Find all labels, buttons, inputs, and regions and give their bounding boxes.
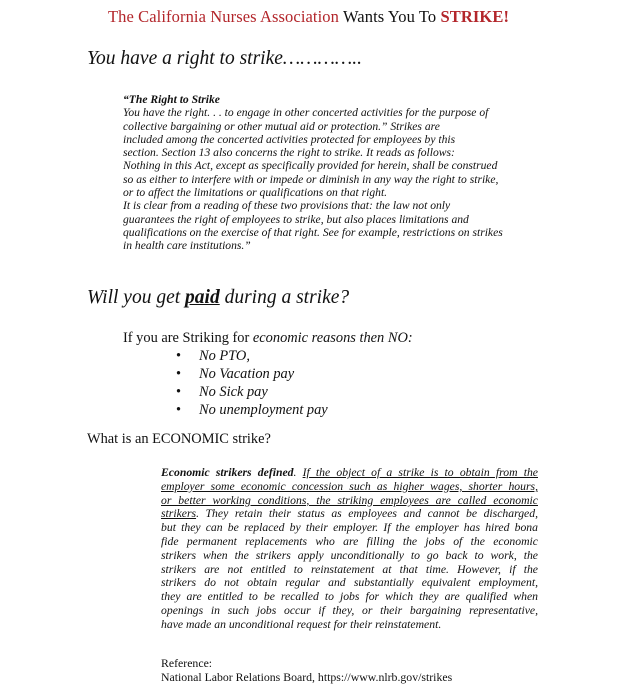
definition-line: but they can be replaced by their employer. If the employer has hired bona <box>161 521 538 535</box>
definition-line: strikers when the strikers apply unconditionally to go back to work, the <box>161 548 538 562</box>
definition-line: have made an unconditional request for their reinstatement. <box>161 617 442 631</box>
header-strike: STRIKE! <box>440 7 510 26</box>
reference-block <box>161 656 452 685</box>
bullet-icon: • <box>176 402 182 418</box>
paid-heading-after: during a strike? <box>224 287 350 308</box>
quote-line: It is clear from a reading of these two provisions that: the law not only <box>123 199 451 213</box>
bullet-icon: • <box>176 348 182 364</box>
paid-heading <box>87 287 349 309</box>
economic-reasons-plain: If you are Striking for <box>123 330 250 346</box>
definition-line: Economic strikers defined. If the object of a strike is to obtain from the <box>161 466 538 479</box>
list-item <box>176 383 328 401</box>
paid-heading-before: Will you get <box>87 287 181 308</box>
list-item-text: No unemployment pay <box>199 402 328 418</box>
right-to-strike-quote <box>123 93 543 253</box>
list-item <box>176 365 328 383</box>
right-to-strike-heading: You have a right to strike………….. <box>87 48 363 69</box>
list-item <box>176 401 328 419</box>
quote-line: qualifications on the exercise of that right. See for example, restrictions on strikes <box>123 225 503 239</box>
definition-underlined: If the object of a strike is to obtain from the <box>302 466 538 479</box>
definition-line: strikers are not entitled to reinstatement at that time. However, if the <box>161 562 538 576</box>
document-header <box>0 7 617 27</box>
reference-label: Reference: <box>161 656 213 670</box>
list-item-text: No PTO, <box>199 348 250 364</box>
bullet-icon: • <box>176 384 182 400</box>
quote-line: or to affect the limitations or qualifications on that right. <box>123 186 388 200</box>
quote-line: You have the right. . . to engage in other concerted activities for the purpose of <box>123 106 489 120</box>
definition-text: . They retain their status as employees and cannot be discharged, <box>196 507 538 521</box>
quote-line: so as either to interfere with or impede or diminish in any way the right to strike, <box>123 172 499 186</box>
definition-line: strikers do not obtain regular and substantially equivalent employment, <box>161 576 538 590</box>
list-item-text: No Vacation pay <box>199 366 295 382</box>
bullet-icon: • <box>176 366 182 382</box>
quote-line: guarantees the right of employees to strike, but also places limitations and <box>123 212 469 226</box>
definition-line: or better working conditions, the striking employees are called economic <box>161 493 538 507</box>
economic-strikers-definition <box>161 466 538 632</box>
definition-line: openings in such jobs occur if they, or their bargaining representative, <box>161 603 538 617</box>
definition-line <box>161 507 538 521</box>
quote-line: section. Section 13 also concerns the right to strike. It reads as follows: <box>123 146 455 160</box>
quote-line: included among the concerted activities protected for employees by this <box>123 132 456 146</box>
paid-heading-emphasis: paid <box>185 287 220 308</box>
no-pay-list <box>176 347 328 419</box>
quote-title: “The Right to Strike <box>123 93 220 106</box>
economic-reasons-line <box>123 330 413 347</box>
economic-reasons-italic: economic reasons then NO: <box>252 330 413 346</box>
list-item <box>176 347 328 365</box>
header-org: The California Nurses Association <box>107 7 339 26</box>
definition-line: they are entitled to be recalled to jobs for which they are qualified when <box>161 590 538 604</box>
definition-lead: Economic strikers defined <box>161 466 294 479</box>
quote-line: in health care institutions.” <box>123 239 251 253</box>
definition-line: fide permanent replacements who are filling the jobs of the economic <box>161 534 538 548</box>
list-item-text: No Sick pay <box>199 384 268 400</box>
quote-line: collective bargaining or other mutual aid or protection.” Strikes are <box>123 119 440 133</box>
header-middle: Wants You To <box>342 7 437 26</box>
economic-strike-question: What is an ECONOMIC strike? <box>87 431 271 447</box>
quote-line: Nothing in this Act, except as specifically provided for herein, shall be construed <box>123 159 498 173</box>
reference-source: National Labor Relations Board, https://www.nlrb.gov/strikes <box>161 670 453 685</box>
definition-underlined: strikers <box>161 507 197 521</box>
definition-line: employer some economic concession such as higher wages, shorter hours, <box>161 479 538 493</box>
